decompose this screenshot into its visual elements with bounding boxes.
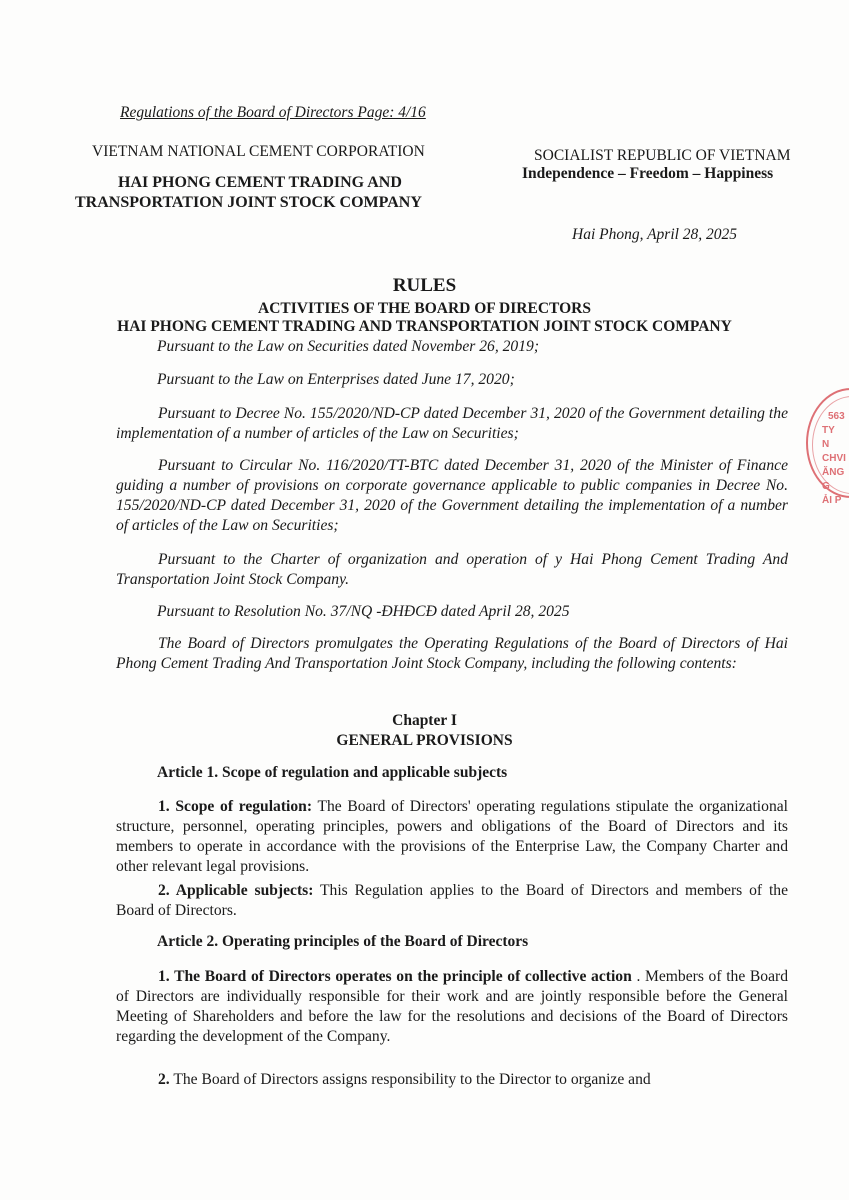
article-1-para-2-label: 2. Applicable subjects: [158, 882, 314, 899]
preamble-5: Pursuant to the Charter of organization and operation of y Hai Phong Cement Trading And Transportation Joint Stock Company. [116, 551, 788, 588]
document-subtitle-1: ACTIVITIES OF THE BOARD OF DIRECTORS [258, 300, 591, 317]
article-1-heading: Article 1. Scope of regulation and applicable subjects [157, 764, 508, 781]
preamble-2: Pursuant to the Law on Enterprises dated June 17, 2020; [157, 371, 515, 388]
document-title: RULES [392, 275, 457, 296]
article-1-para-2-text: This Regulation applies to the Board of Directors and members of the Board of Directors. [116, 882, 789, 919]
article-1-para-1-label: 1. Scope of regulation: [158, 798, 313, 815]
company-seal [806, 388, 849, 506]
chapter-number: Chapter I [392, 712, 457, 729]
preamble-3: Pursuant to Decree No. 155/2020/ND-CP dated December 31, 2020 of the Government detailing the implementation of a number of articles of the Law on Securities; [116, 405, 788, 442]
seal-text-1: 563 [828, 411, 845, 422]
seal-text-2: TY [822, 425, 835, 436]
national-motto: Independence – Freedom – Happiness [522, 165, 774, 182]
article-2-para-2 [116, 1070, 788, 1090]
document-subtitle-2: HAI PHONG CEMENT TRADING AND TRANSPORTATION JOINT STOCK COMPANY [117, 318, 732, 335]
seal-text-6: G [822, 481, 830, 492]
issuer-company-line2: TRANSPORTATION JOINT STOCK COMPANY [75, 194, 422, 211]
preamble-7: The Board of Directors promulgates the Operating Regulations of the Board of Directors of Hai Phong Cement Trading And Transportation Joint Stock Company, including the following contents: [116, 635, 788, 672]
running-header: Regulations of the Board of Directors Page: 4/16 [120, 104, 426, 121]
article-2-para-2-label: 2. [158, 1071, 170, 1088]
seal-text-4: CHVI [822, 453, 846, 464]
seal-text-5: ĂNG [822, 467, 845, 478]
preamble-1: Pursuant to the Law on Securities dated November 26, 2019; [157, 338, 540, 355]
issuer-corporation: VIETNAM NATIONAL CEMENT CORPORATION [92, 143, 425, 160]
seal-text-3: N [822, 439, 830, 450]
issuer-company-line1: HAI PHONG CEMENT TRADING AND [118, 174, 402, 191]
seal-text-7: ẢI P [822, 495, 842, 506]
place-date: Hai Phong, April 28, 2025 [572, 226, 738, 243]
national-name: SOCIALIST REPUBLIC OF VIETNAM [534, 147, 791, 164]
article-2-para-1-text: . Members of the Board of Directors are individually responsible for their work and are jointly responsible before the General Meeting of Shareholders and before the law for the resolutions and decisions of the Board of Directors regarding the development of the Company. [116, 968, 789, 1045]
preamble-4: Pursuant to Circular No. 116/2020/TT-BTC dated December 31, 2020 of the Minister of Finance guiding a number of provisions on corporate governance applicable to public companies in Decree No. 155/2020/ND-CP dated December 31, 2020 of the Government detailing the implementation of a number of articles of the Law on Securities; [116, 457, 788, 534]
article-2-para-1-label: 1. The Board of Directors operates on the principle of collective action [158, 968, 632, 985]
article-1-para-2 [116, 881, 788, 921]
article-2-para-1 [116, 967, 788, 1047]
article-2-heading: Article 2. Operating principles of the Board of Directors [157, 933, 529, 950]
article-2-para-2-text: The Board of Directors assigns responsibility to the Director to organize and [169, 1071, 651, 1088]
article-1-para-1 [116, 797, 788, 877]
preamble-6: Pursuant to Resolution No. 37/NQ -ĐHĐCĐ dated April 28, 2025 [157, 603, 570, 620]
chapter-title: GENERAL PROVISIONS [336, 732, 513, 749]
article-1-para-1-text: The Board of Directors' operating regulations stipulate the organizational structure, personnel, operating principles, powers and obligations of the Board of Directors and its members to operate in accordance with the provisions of the Enterprise Law, the Company Charter and other relevant legal provisions. [116, 798, 788, 875]
